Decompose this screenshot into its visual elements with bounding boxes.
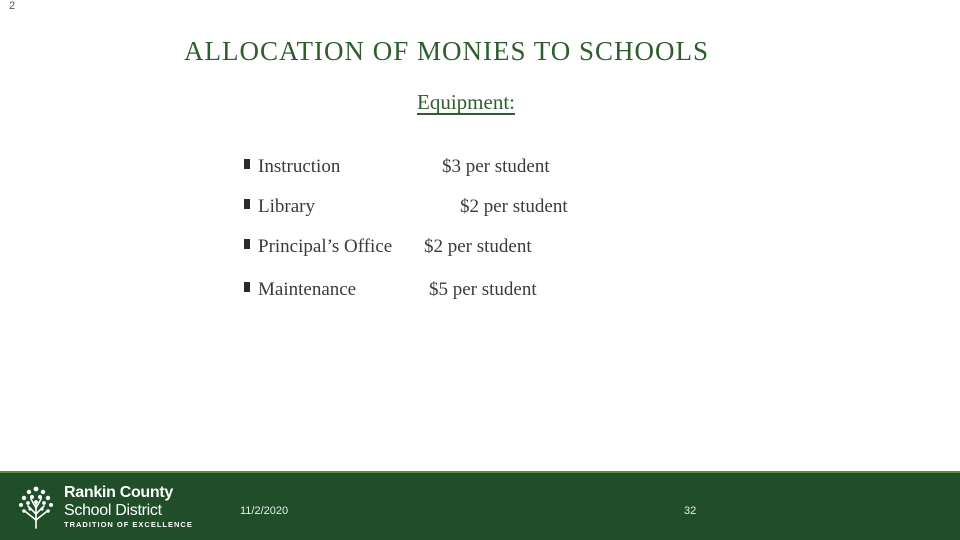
footer-page-number: 32 (684, 505, 697, 517)
slide-subtitle: Equipment: (417, 90, 515, 114)
item-amount: $2 per student (460, 196, 568, 217)
square-bullet-icon (244, 199, 250, 209)
logo-name-line1: Rankin County (64, 484, 173, 501)
corner-number: 2 (9, 0, 16, 12)
list-item-maintenance (244, 279, 537, 305)
logo-name-line2: School District (64, 502, 162, 519)
logo-tagline: TRADITION OF EXCELLENCE (64, 520, 193, 529)
square-bullet-icon (244, 282, 250, 292)
item-label: Principal’s Office (258, 236, 393, 257)
list-item-instruction (244, 156, 550, 182)
footer-date: 11/2/2020 (240, 505, 289, 517)
item-label: Instruction (258, 156, 341, 177)
item-label: Library (258, 196, 315, 217)
list-item-principals-office (244, 236, 532, 262)
tree-logo-icon (16, 484, 56, 530)
list-item-library (244, 196, 568, 222)
item-label: Maintenance (258, 279, 357, 300)
slide-title: ALLOCATION OF MONIES TO SCHOOLS (184, 36, 710, 66)
item-amount: $2 per student (424, 236, 532, 257)
district-logo (16, 484, 191, 530)
square-bullet-icon (244, 159, 250, 169)
item-amount: $5 per student (429, 279, 537, 300)
square-bullet-icon (244, 239, 250, 249)
item-amount: $3 per student (442, 156, 550, 177)
